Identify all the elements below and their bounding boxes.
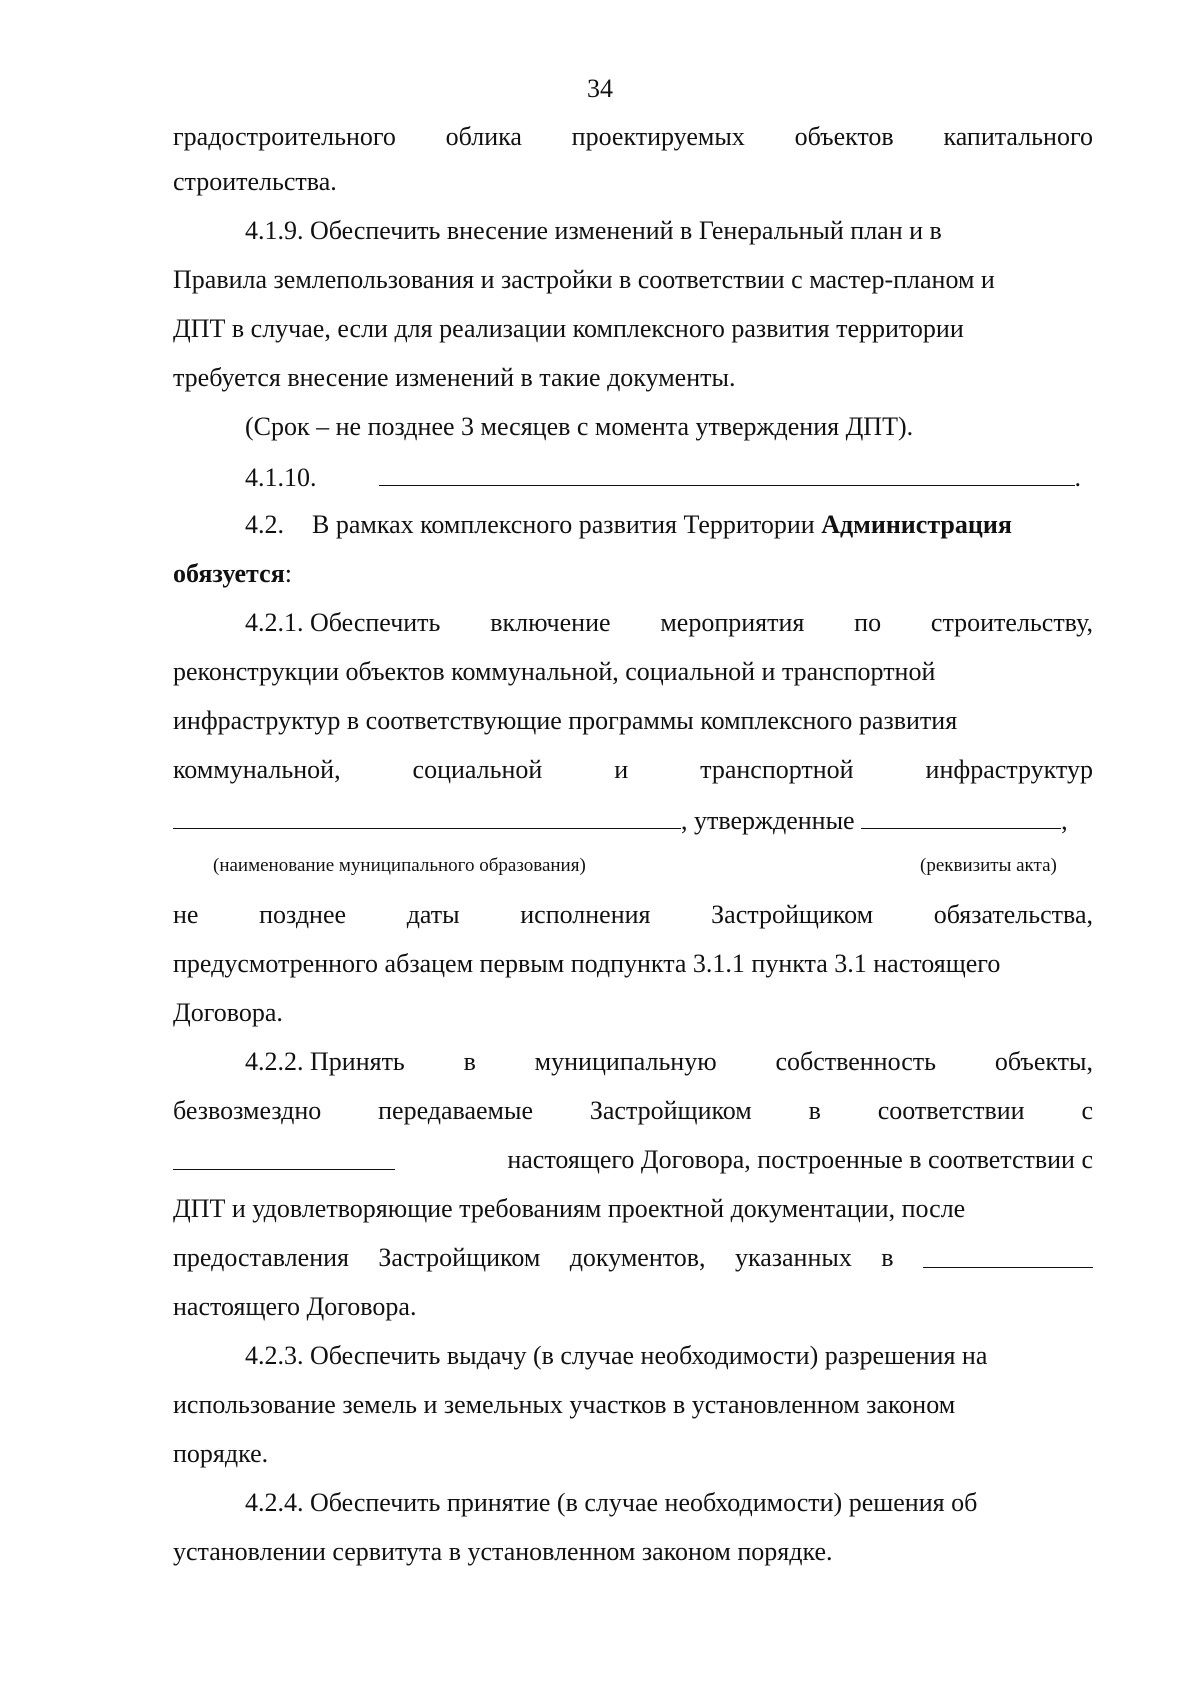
text-line: установлении сервитута в установленном законом порядке.: [173, 1537, 833, 1566]
text-line: реконструкции объектов коммунальной, социальной и транспортной: [173, 657, 936, 686]
word: Застройщиком: [711, 900, 874, 929]
word: строительству,: [930, 608, 1093, 637]
word: обязательства,: [933, 900, 1093, 929]
text-line: 4.2.3. Обеспечить выдачу (в случае необходимости) разрешения на: [245, 1341, 988, 1370]
word: Застройщиком: [378, 1243, 541, 1272]
word: указанных: [734, 1243, 852, 1272]
blank-line: [923, 1241, 1093, 1268]
text: В рамках комплексного развития Территории: [312, 510, 815, 539]
text: , утвержденные: [681, 806, 855, 835]
word: в: [808, 1096, 821, 1125]
word: безвозмездно: [173, 1096, 322, 1125]
clause-number: 4.2.: [245, 510, 284, 539]
word: проектируемых: [571, 122, 745, 151]
blank-line: [173, 802, 681, 829]
word: позднее: [259, 900, 347, 929]
text-line: [173, 1143, 1093, 1177]
text: ,: [1061, 806, 1068, 835]
word: предоставления: [173, 1243, 349, 1272]
caption-municipality: (наименование муниципального образования): [213, 855, 586, 876]
blank-line: [861, 802, 1061, 829]
blank-line: [379, 459, 1075, 486]
bold-text: обязуется: [173, 559, 285, 588]
text-line: [173, 753, 1093, 787]
word: исполнения: [520, 900, 651, 929]
text-line: инфраструктур в соответствующие программы комплексного развития: [173, 706, 958, 735]
word: объекты,: [994, 1047, 1093, 1076]
text-line: предусмотренного абзацем первым подпункта 3.1.1 пункта 3.1 настоящего: [173, 949, 1001, 978]
word: социальной: [412, 755, 543, 784]
word: с: [1081, 1096, 1093, 1125]
word: документов,: [569, 1243, 706, 1272]
text-line: [245, 508, 1093, 542]
text-line: Правила землепользования и застройки в соответствии с мастер-планом и: [173, 265, 995, 294]
word: в: [881, 1243, 894, 1272]
word: по: [854, 608, 882, 637]
text-line: требуется внесение изменений в такие документы.: [173, 363, 736, 392]
text-line: настоящего Договора.: [173, 1292, 417, 1321]
word: 4.2.2. Принять: [245, 1047, 405, 1076]
word: в: [463, 1047, 476, 1076]
word: не: [173, 900, 199, 929]
text-line: 4.1.9. Обеспечить внесение изменений в Генеральный план и в: [245, 216, 942, 245]
word: муниципальную: [534, 1047, 717, 1076]
period: .: [1074, 463, 1081, 492]
word: соответствии: [877, 1096, 1025, 1125]
word: транспортной: [700, 755, 854, 784]
caption-act-details: (реквизиты акта): [920, 855, 1057, 876]
text-line: [245, 606, 1093, 640]
text-line: 4.2.4. Обеспечить принятие (в случае необходимости) решения об: [245, 1488, 978, 1517]
clause-number: 4.1.10.: [245, 463, 317, 492]
word: Застройщиком: [589, 1096, 752, 1125]
word: даты: [406, 900, 460, 929]
text: :: [284, 559, 292, 588]
word: и: [614, 755, 629, 784]
text-line: использование земель и земельных участков в установленном законом: [173, 1390, 956, 1419]
word: инфраструктур: [925, 755, 1093, 784]
text-line: [173, 120, 1093, 154]
page-number: 34: [587, 74, 613, 103]
word: передаваемые: [378, 1096, 534, 1125]
bold-text: Администрация: [821, 510, 1012, 539]
word: капитального: [943, 122, 1093, 151]
text-line: [245, 1045, 1093, 1079]
text-line: [173, 557, 1093, 591]
word: мероприятия: [660, 608, 805, 637]
word: 4.2.1. Обеспечить: [245, 608, 441, 637]
text-line: [173, 1094, 1093, 1128]
word: коммунальной,: [173, 755, 341, 784]
word: облика: [445, 122, 522, 151]
text-line: Договора.: [173, 998, 283, 1027]
blank-line: [173, 1143, 395, 1170]
text-line: [245, 459, 1093, 493]
text-line: [173, 1241, 1093, 1275]
word: собственность: [775, 1047, 937, 1076]
text-line: [173, 898, 1093, 932]
text-line: [173, 802, 1093, 836]
text-line: ДПТ и удовлетворяющие требованиям проектной документации, после: [173, 1194, 966, 1223]
word: объектов: [794, 122, 894, 151]
word: градостроительного: [173, 122, 396, 151]
text-line: порядке.: [173, 1439, 269, 1468]
text-line: (Срок – не позднее 3 месяцев с момента утверждения ДПТ).: [245, 412, 914, 441]
text: настоящего Договора, построенные в соответствии с: [507, 1145, 1093, 1174]
text-line: строительства.: [173, 167, 337, 196]
text-line: ДПТ в случае, если для реализации комплексного развития территории: [173, 314, 964, 343]
word: включение: [490, 608, 611, 637]
